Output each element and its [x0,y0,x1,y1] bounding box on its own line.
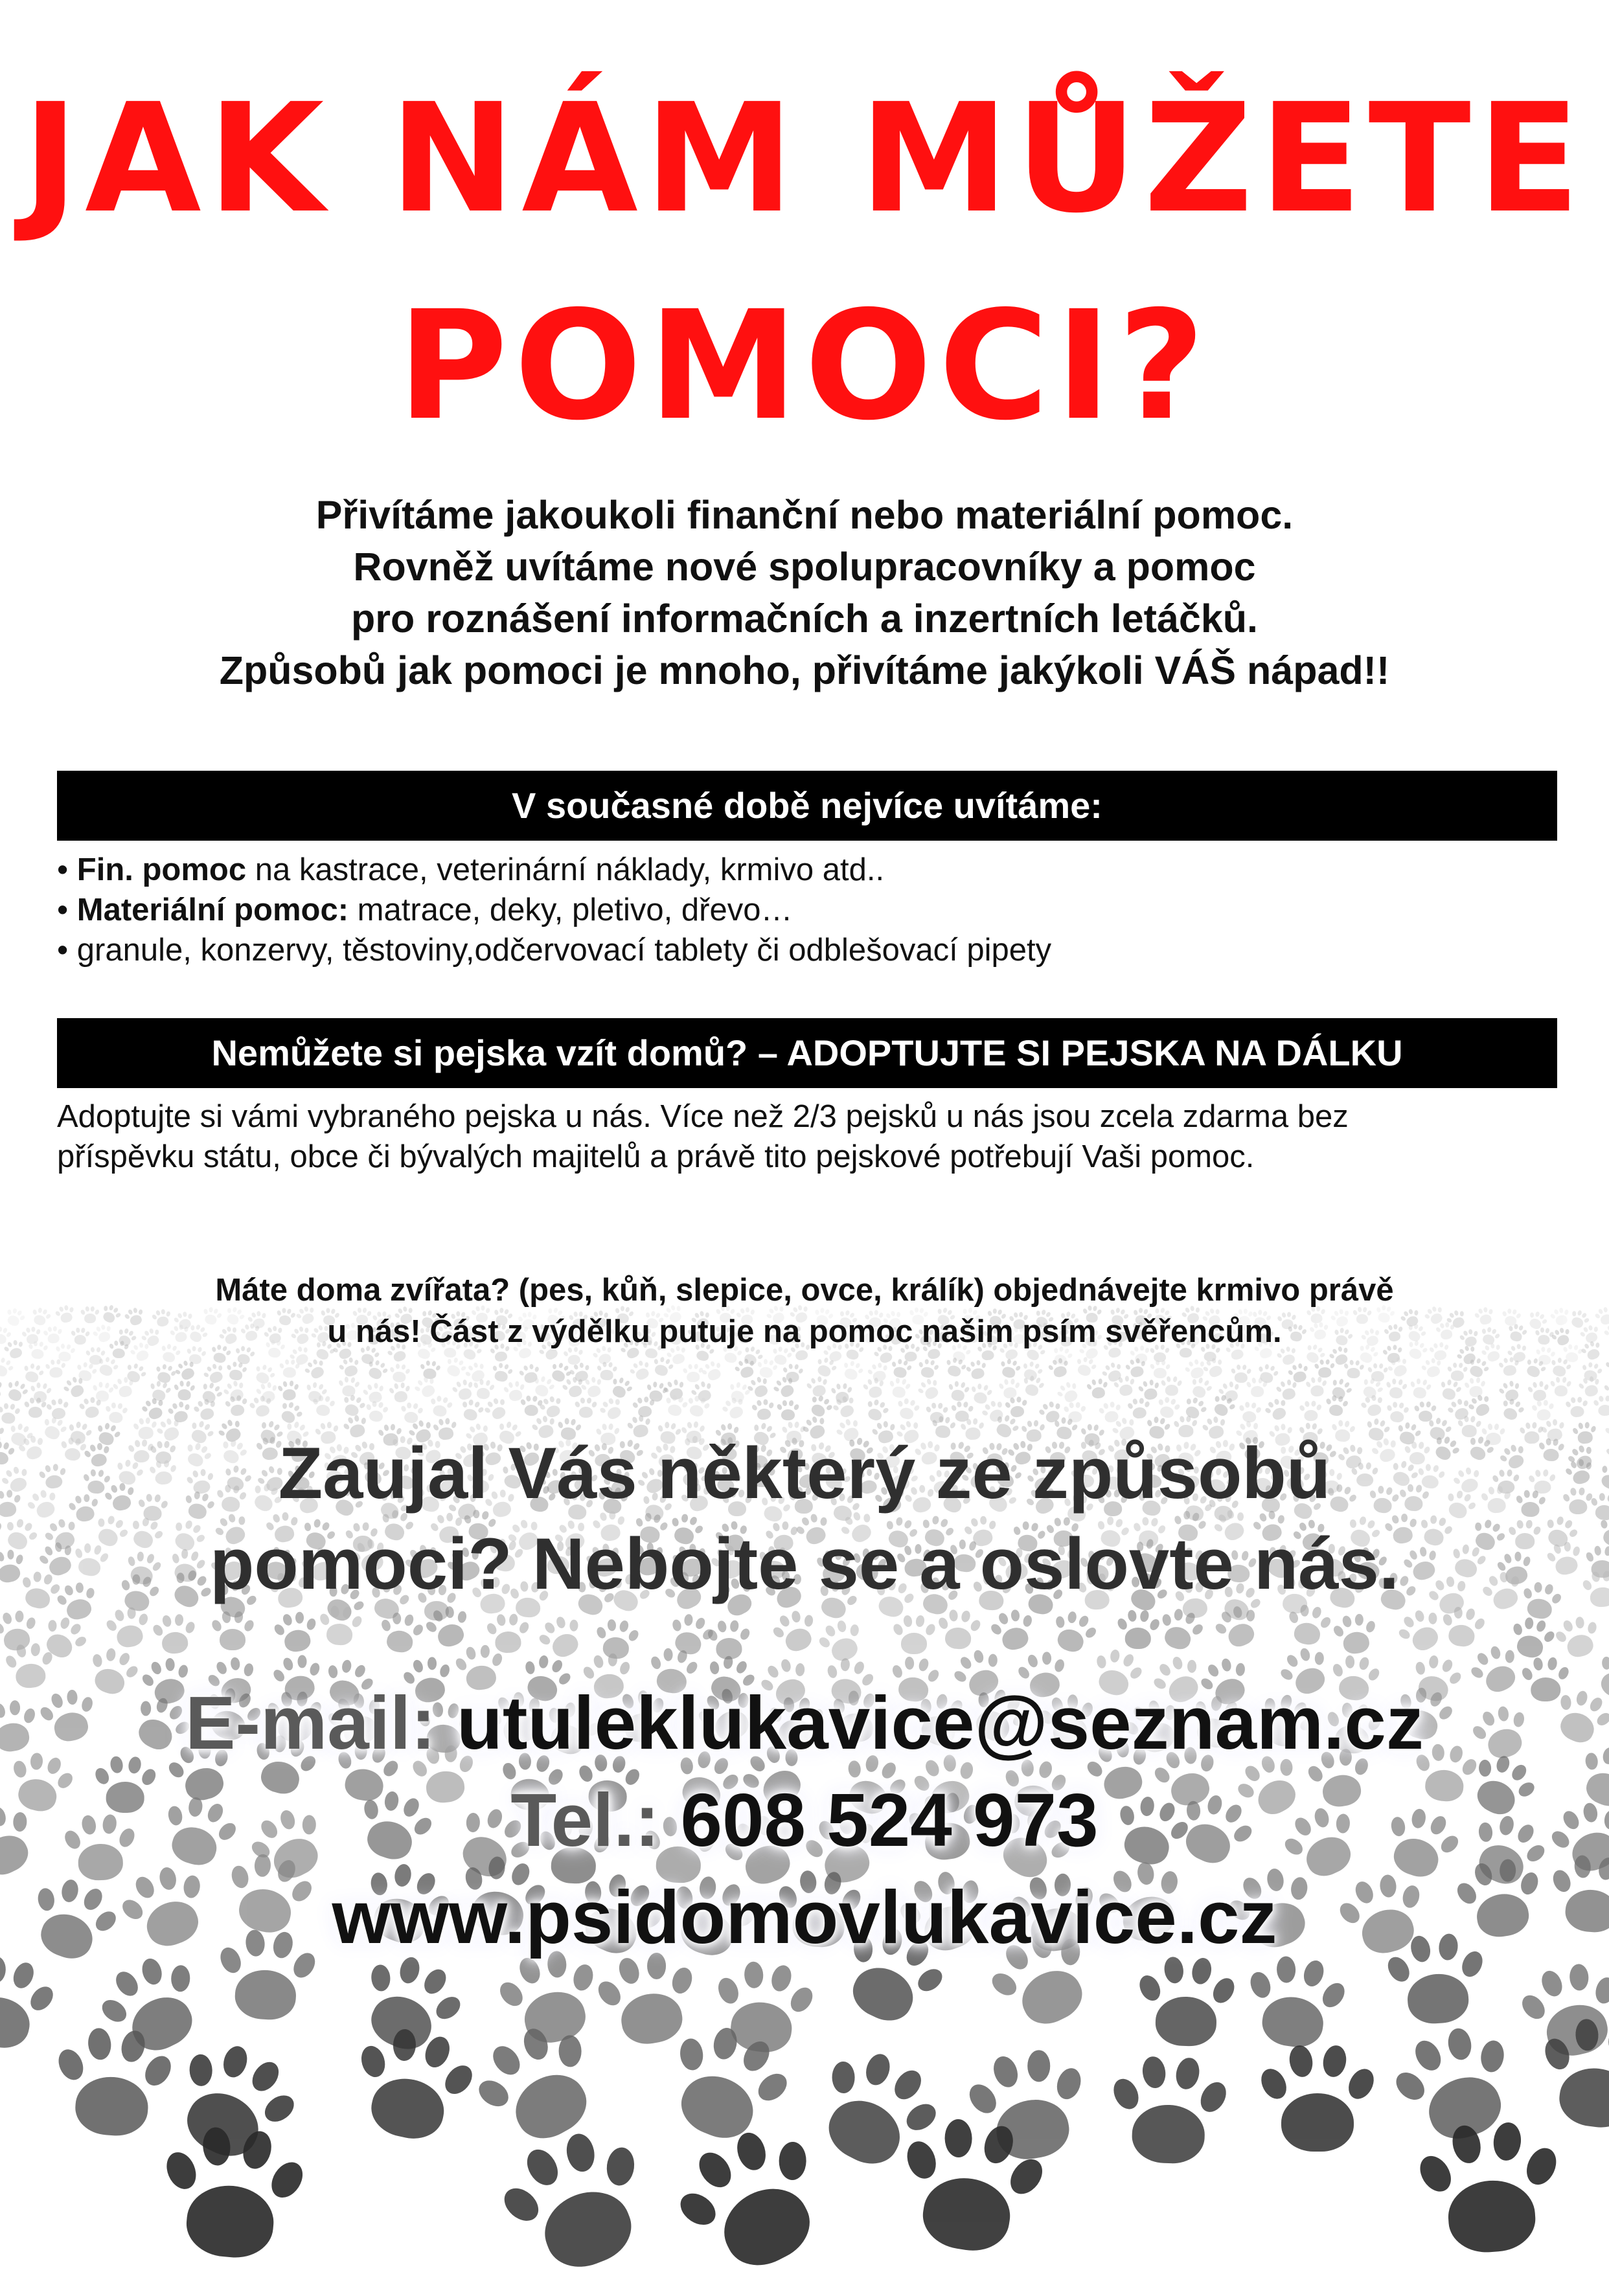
bullet-icon: • [57,933,69,968]
needs-list [57,850,1557,970]
bullet-icon: • [57,852,69,887]
list-item-text: matrace, deky, pletivo, dřevo… [348,892,793,927]
adoption-line: Adoptujte si vámi vybraného pejska u nás. Více než 2/3 pejsků u nás jsou zcela zdarma bez [57,1099,1349,1134]
section-heading-adoption: Nemůžete si pejska vzít domů? – ADOPTUJTE SI PEJSKA NA DÁLKU [57,1018,1557,1088]
list-item [57,890,1557,930]
list-item [57,930,1557,970]
feed-paragraph [0,1269,1609,1352]
email-address[interactable]: utuleklukavice@seznam.cz [457,1681,1424,1765]
list-item-bold: Materiální pomoc: [76,892,349,927]
call-to-action-line: pomoci? Nebojte se a oslovte nás. [209,1523,1400,1604]
contact-phone [0,1775,1609,1865]
feed-line: u nás! Část z výdělku putuje na pomoc našim psím svěřencům. [327,1314,1282,1349]
email-label: E-mail: [185,1681,436,1765]
adoption-paragraph [57,1097,1566,1177]
phone-label: Tel.: [510,1778,660,1862]
title-line-1: JAK NÁM MŮŽETE [22,71,1587,246]
intro-line: Přivítáme jakoukoli finanční nebo materiální pomoc. [315,493,1294,537]
list-item-text: granule, konzervy, těstoviny,odčervovací tablety či odblešovací pipety [76,933,1052,968]
contact-web [0,1872,1609,1962]
list-item-bold: Fin. pomoc [76,852,247,887]
call-to-action-line: Zaujal Vás některý ze způsobů [278,1433,1331,1514]
list-item-text: na kastrace, veterinární náklady, krmivo atd.. [246,852,885,887]
phone-number[interactable]: 608 524 973 [680,1778,1099,1862]
intro-line: pro roznášení informačních a inzertních letáčků. [351,597,1258,641]
adoption-line: příspěvku státu, obce či bývalých majitelů a právě tito pejskové potřebují Vaši pomoc. [57,1139,1255,1174]
website-link[interactable]: www.psidomovlukavice.cz [332,1875,1277,1959]
intro-line: Rovněž uvítáme nové spolupracovníky a pomoc [353,545,1256,589]
bullet-icon: • [57,892,69,927]
call-to-action [0,1428,1609,1609]
intro-line: Způsobů jak pomoci je mnoho, přivítáme jakýkoli VÁŠ nápad!! [219,648,1390,692]
title-line-2: POMOCI? [397,278,1212,453]
section-heading-current-needs: V současné době nejvíce uvítáme: [57,771,1557,841]
contact-email [0,1677,1609,1768]
intro-paragraph [0,489,1609,696]
list-item [57,850,1557,890]
feed-line: Máte doma zvířata? (pes, kůň, slepice, ovce, králík) objednávejte krmivo právě [215,1273,1394,1308]
